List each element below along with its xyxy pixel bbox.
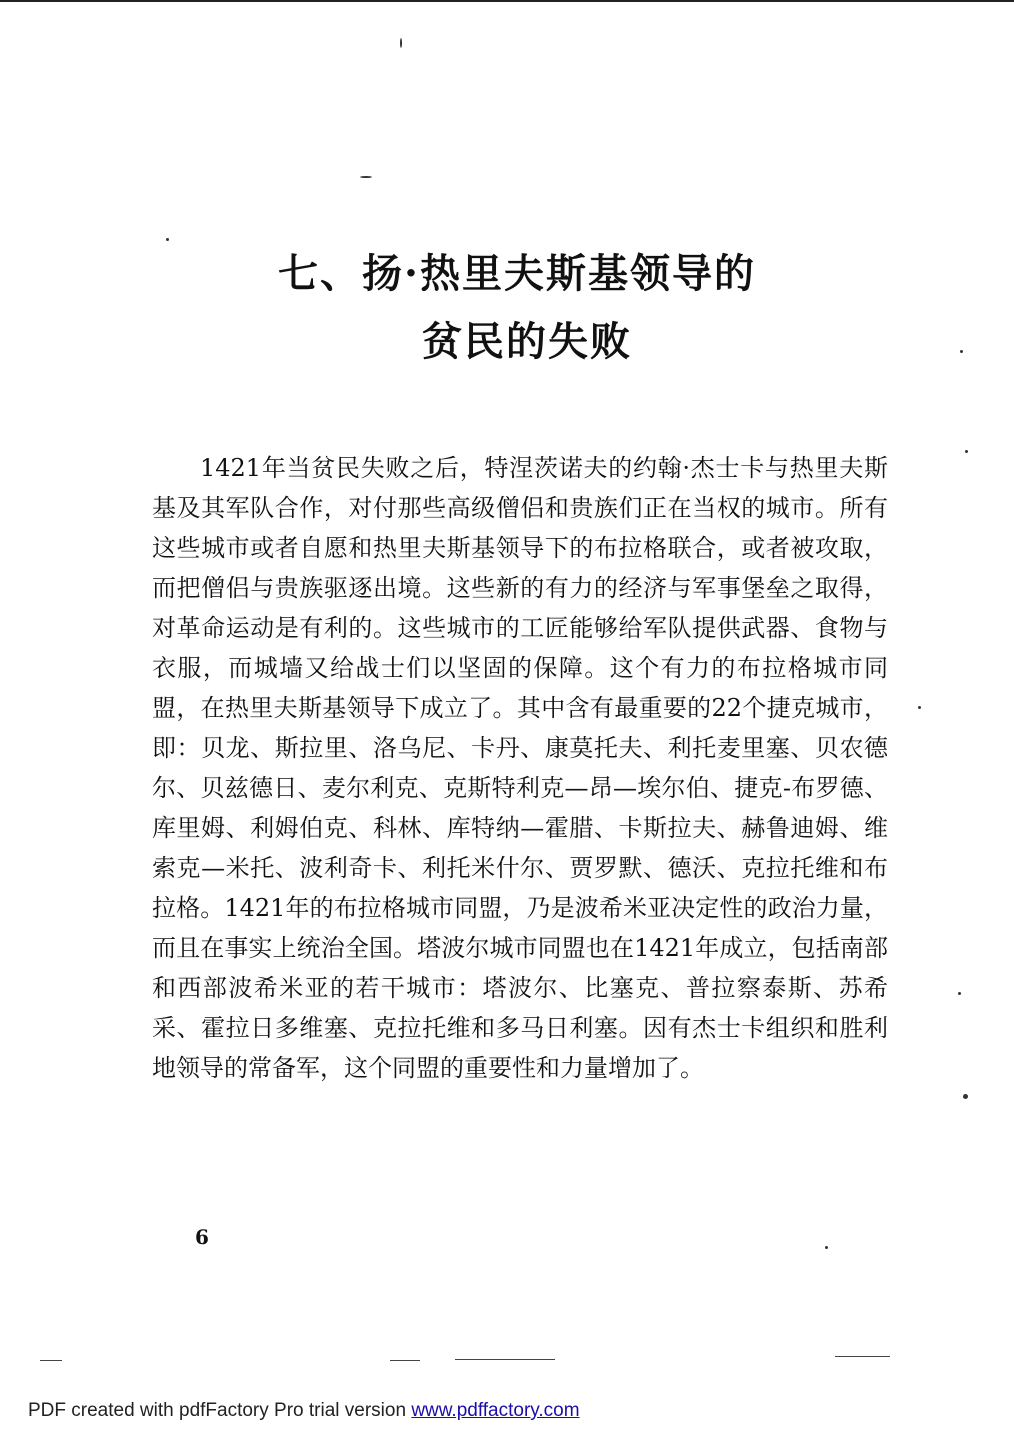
- scan-speck: [825, 1246, 828, 1249]
- scan-speck: [958, 992, 961, 995]
- scan-speck: [166, 238, 169, 241]
- scan-speck: [918, 706, 921, 709]
- bottom-rule-fragment: [390, 1360, 420, 1361]
- footer-text: PDF created with pdfFactory Pro trial version: [28, 1400, 412, 1421]
- scan-speck: [965, 450, 968, 453]
- pdf-footer: [28, 1400, 580, 1422]
- chapter-title-line-1: 七、扬·热里夫斯基领导的: [278, 250, 756, 297]
- scan-speck: [400, 38, 402, 48]
- scan-speck: [360, 176, 372, 178]
- footer-link[interactable]: www.pdffactory.com: [411, 1400, 580, 1421]
- bottom-rule-fragment: [835, 1356, 890, 1357]
- scan-speck: [963, 1094, 968, 1099]
- body-text: [152, 448, 888, 1088]
- top-border-line: [0, 0, 1014, 2]
- chapter-title-line-2: 贫民的失败: [422, 318, 632, 365]
- bottom-rule-fragment: [455, 1359, 555, 1360]
- page-number: 6: [195, 1225, 209, 1249]
- body-paragraph: 1421年当贫民失败之后，特涅茨诺夫的约翰·杰士卡与热里夫斯基及其军队合作，对付那些高级僧侣和贵族们正在当权的城市。所有这些城市或者自愿和热里夫斯基领导下的布拉格联合，或者被攻取，而把僧侣与贵族驱逐出境。这些新的有力的经济与军事堡垒之取得，对革命运动是有利的。这些城市的工匠能够给军队提供武器、食物与衣服，而城墙又给战士们以坚固的保障。这个有力的布拉格城市同盟，在热里夫斯基领导下成立了。其中含有最重要的22个捷克城市，即：贝龙、斯拉里、洛乌尼、卡丹、康莫托夫、利托麦里塞、贝农德尔、贝兹德日、麦尔利克、克斯特利克—昂—埃尔伯、捷克-布罗德、库里姆、利姆伯克、科林、库特纳—霍腊、卡斯拉夫、赫鲁迪姆、维索克—米托、波利奇卡、利托米什尔、贾罗默、德沃、克拉托维和布拉格。1421年的布拉格城市同盟，乃是波希米亚决定性的政治力量，而且在事实上统治全国。塔波尔城市同盟也在1421年成立，包括南部和西部波希米亚的若干城市：塔波尔、比塞克、普拉察泰斯、苏希采、霍拉日多维塞、克拉托维和多马日利塞。因有杰士卡组织和胜利地领导的常备军，这个同盟的重要性和力量增加了。: [152, 454, 888, 1082]
- bottom-rule-fragment: [40, 1360, 62, 1361]
